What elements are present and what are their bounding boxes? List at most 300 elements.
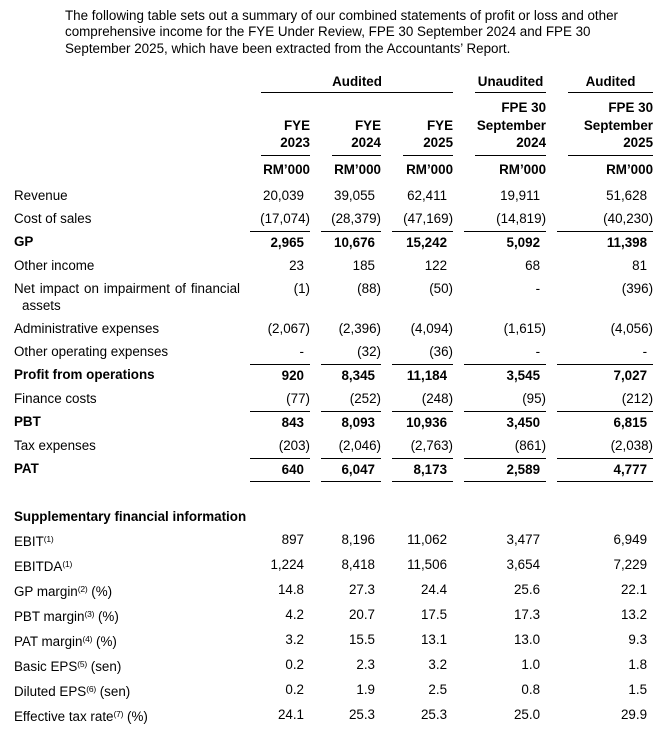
cell-value: 62,411 — [407, 187, 448, 203]
cell-value: 25.3 — [348, 706, 375, 722]
empty-corner-cell — [13, 73, 239, 93]
cell-value: (28,379) — [331, 210, 381, 226]
value-cell — [453, 185, 546, 208]
column-header-line: FYE — [354, 117, 381, 133]
table-row — [13, 529, 653, 554]
cell-value: 1.8 — [628, 656, 648, 672]
column-header-line: FYE — [426, 117, 454, 133]
table-body-main — [13, 185, 653, 482]
unit-row — [13, 156, 653, 180]
table-row — [13, 185, 653, 208]
row-label: PAT margin$^{(4)}$ (%) — [14, 633, 117, 649]
cell-value: (36) — [429, 343, 454, 359]
value-cell — [546, 208, 653, 231]
value-cell — [546, 704, 653, 729]
value-cell — [381, 278, 453, 318]
cell-value: 13.2 — [620, 606, 648, 622]
cell-value: 1.0 — [521, 656, 541, 672]
value-cell — [239, 458, 310, 482]
cell-value: 122 — [424, 257, 448, 273]
cell-value: 920 — [250, 364, 310, 388]
value-cell — [453, 341, 546, 364]
cell-value: 3,477 — [506, 531, 541, 547]
value-cell — [546, 604, 653, 629]
cell-value: (2,038) — [610, 437, 654, 453]
intro-paragraph: The following table sets out a summary of our combined statements of profit or loss and other comprehensive income for the FYE Under Review, FPE 30 September 2024 and FPE 30 September 2025, which have been extracted from the Accountants’ Report. — [65, 8, 619, 56]
value-cell — [453, 579, 546, 604]
value-cell — [239, 411, 310, 435]
column-header-line: FPE 30 — [501, 100, 547, 116]
cell-value: 23 — [289, 257, 304, 273]
header-cell — [453, 93, 546, 156]
value-cell — [381, 388, 453, 411]
table-row — [13, 435, 653, 458]
table-row — [13, 278, 653, 318]
value-cell — [546, 411, 653, 435]
profit-loss-table — [13, 73, 653, 729]
column-header-fye-2024 — [332, 111, 381, 156]
footnote-ref: (3) — [84, 608, 95, 619]
table-row — [13, 679, 653, 704]
cell-value: 185 — [352, 257, 375, 273]
value-cell — [239, 604, 310, 629]
cell-value: 8,418 — [341, 556, 375, 572]
empty-corner-cell — [13, 93, 239, 156]
value-cell — [453, 435, 546, 458]
value-cell — [239, 388, 310, 411]
table-row — [13, 231, 653, 255]
value-cell — [546, 654, 653, 679]
cell-value: 2,589 — [464, 458, 546, 482]
footnote-ref: (6) — [86, 683, 96, 694]
row-label: EBITDA$^{(1)}$ — [14, 558, 73, 574]
value-cell — [546, 629, 653, 654]
unit-cell — [381, 156, 453, 180]
cell-value: (396) — [621, 280, 654, 296]
cell-value: 3.2 — [428, 656, 448, 672]
footnote-ref: (5) — [77, 658, 88, 669]
cell-value: - — [535, 343, 541, 359]
value-cell — [453, 208, 546, 231]
cell-value: (14,819) — [496, 210, 547, 226]
value-cell — [381, 231, 453, 255]
value-cell — [453, 604, 546, 629]
row-label: Other operating expenses — [14, 343, 169, 359]
table-row — [13, 554, 653, 579]
cell-value: (2,067) — [267, 320, 310, 336]
cell-value: (212) — [621, 390, 654, 406]
row-label: Administrative expenses — [14, 320, 160, 336]
value-cell — [381, 654, 453, 679]
cell-value: (248) — [421, 390, 454, 406]
column-header-line: September — [476, 117, 547, 133]
table-row — [13, 341, 653, 364]
value-cell — [546, 388, 653, 411]
cell-value: (4,094) — [410, 320, 454, 336]
cell-value: 1.5 — [628, 681, 648, 697]
table-row — [13, 654, 653, 679]
cell-value: 11,398 — [557, 231, 653, 255]
cell-value: 24.4 — [420, 581, 448, 597]
header-cell — [381, 93, 453, 156]
cell-value: 8,173 — [392, 458, 453, 482]
table-header — [13, 73, 653, 185]
cell-value: 68 — [525, 257, 541, 273]
unit-cell — [453, 156, 546, 180]
footnote-ref: (1) — [62, 558, 73, 569]
value-cell — [239, 579, 310, 604]
cell-value: 39,055 — [334, 187, 375, 203]
value-cell — [310, 231, 381, 255]
cell-value: 81 — [632, 257, 648, 273]
cell-value: 8,345 — [321, 364, 381, 388]
table-row — [13, 411, 653, 435]
footnote-ref: (4) — [82, 633, 93, 644]
cell-value: 22.1 — [620, 581, 648, 597]
group-cell — [453, 73, 546, 93]
value-cell — [546, 364, 653, 388]
value-cell — [239, 231, 310, 255]
cell-value: 1,224 — [270, 556, 304, 572]
value-cell — [310, 341, 381, 364]
value-cell — [381, 679, 453, 704]
value-cell — [381, 185, 453, 208]
table-row — [13, 208, 653, 231]
value-cell — [546, 255, 653, 278]
row-label: Other income — [14, 257, 95, 273]
cell-value: - — [299, 343, 304, 359]
cell-value: 51,628 — [606, 187, 648, 203]
value-cell — [310, 629, 381, 654]
cell-value: 20.7 — [348, 606, 375, 622]
cell-value: (50) — [429, 280, 454, 296]
value-cell — [239, 318, 310, 341]
cell-value: 27.3 — [348, 581, 375, 597]
value-cell — [310, 458, 381, 482]
cell-value: 5,092 — [464, 231, 546, 255]
cell-value: 24.1 — [277, 706, 304, 722]
value-cell — [453, 278, 546, 318]
value-cell — [381, 458, 453, 482]
cell-value: 4.2 — [285, 606, 304, 622]
group-cell — [239, 73, 453, 93]
empty-corner-cell — [13, 156, 239, 180]
cell-value: 0.2 — [285, 681, 304, 697]
cell-value: (1) — [293, 280, 310, 296]
value-cell — [546, 458, 653, 482]
row-label: Tax expenses — [14, 437, 96, 453]
value-cell — [453, 654, 546, 679]
cell-value: 6,047 — [321, 458, 381, 482]
cell-value: 0.8 — [521, 681, 541, 697]
cell-value: (4,056) — [610, 320, 654, 336]
cell-value: 15.5 — [348, 631, 375, 647]
value-cell — [546, 554, 653, 579]
value-cell — [453, 388, 546, 411]
column-header-line: 2023 — [280, 135, 310, 151]
value-cell — [453, 318, 546, 341]
cell-value: 4,777 — [557, 458, 653, 482]
value-cell — [381, 704, 453, 729]
value-cell — [239, 208, 310, 231]
value-cell — [239, 255, 310, 278]
column-header-fpe-sep-2025 — [568, 93, 653, 156]
row-label: Diluted EPS$^{(6)}$ (sen) — [14, 683, 131, 699]
value-cell — [546, 185, 653, 208]
value-cell — [239, 278, 310, 318]
cell-value: (2,396) — [338, 320, 381, 336]
value-cell — [310, 208, 381, 231]
value-cell — [239, 554, 310, 579]
cell-value: 3,654 — [506, 556, 541, 572]
value-cell — [546, 318, 653, 341]
cell-value: 25.6 — [513, 581, 541, 597]
cell-value: 9.3 — [628, 631, 648, 647]
cell-value: 11,062 — [407, 531, 448, 547]
table-body-supplementary — [13, 529, 653, 729]
column-header-line: FPE 30 — [608, 100, 654, 116]
cell-value: 2.5 — [428, 681, 448, 697]
column-header-line: 2025 — [623, 135, 654, 151]
row-label: PBT margin$^{(3)}$ (%) — [14, 608, 119, 624]
cell-value: (88) — [357, 280, 381, 296]
unit-label: RM’000 — [499, 161, 547, 177]
cell-value: (861) — [514, 437, 547, 453]
value-cell — [453, 679, 546, 704]
value-cell — [239, 364, 310, 388]
header-cell — [239, 93, 310, 156]
supplementary-heading: Supplementary financial information — [14, 508, 247, 524]
table-row — [13, 704, 653, 729]
cell-value: 8,093 — [321, 411, 381, 435]
column-header-fye-2025 — [403, 111, 453, 156]
value-cell — [546, 579, 653, 604]
table-row — [13, 458, 653, 482]
value-cell — [546, 529, 653, 554]
cell-value: 8,196 — [341, 531, 375, 547]
cell-value: 11,506 — [407, 556, 448, 572]
value-cell — [381, 364, 453, 388]
value-cell — [453, 554, 546, 579]
column-header-fpe-sep-2024 — [475, 93, 546, 156]
cell-value: 3,545 — [464, 364, 546, 388]
value-cell — [453, 411, 546, 435]
value-cell — [310, 529, 381, 554]
value-cell — [381, 629, 453, 654]
unit-cell — [546, 156, 653, 180]
value-cell — [546, 435, 653, 458]
cell-value: 17.3 — [513, 606, 541, 622]
table-row — [13, 388, 653, 411]
cell-value: (77) — [286, 390, 310, 406]
unit-cell — [239, 156, 310, 180]
value-cell — [310, 318, 381, 341]
value-cell — [310, 704, 381, 729]
cell-value: (95) — [522, 390, 547, 406]
value-cell — [546, 278, 653, 318]
spacer-row — [13, 482, 653, 506]
group-cell — [546, 73, 653, 93]
column-header-line: September — [583, 117, 654, 133]
row-label: EBIT$^{(1)}$ — [14, 533, 54, 549]
value-cell — [239, 654, 310, 679]
cell-value: 0.2 — [285, 656, 304, 672]
value-cell — [239, 185, 310, 208]
cell-value: 7,027 — [557, 364, 653, 388]
cell-value: 6,815 — [557, 411, 653, 435]
value-cell — [381, 318, 453, 341]
column-group-audited-2: Audited — [568, 73, 653, 93]
value-cell — [546, 341, 653, 364]
value-cell — [381, 529, 453, 554]
value-cell — [310, 388, 381, 411]
value-cell — [310, 278, 381, 318]
value-cell — [310, 255, 381, 278]
value-cell — [453, 529, 546, 554]
value-cell — [381, 554, 453, 579]
value-cell — [239, 341, 310, 364]
value-cell — [310, 554, 381, 579]
cell-value: 17.5 — [420, 606, 448, 622]
value-cell — [453, 364, 546, 388]
cell-value: 25.0 — [513, 706, 541, 722]
cell-value: (203) — [278, 437, 310, 453]
cell-value: 13.0 — [513, 631, 541, 647]
value-cell — [310, 411, 381, 435]
value-cell — [310, 679, 381, 704]
cell-value: (2,046) — [338, 437, 381, 453]
value-cell — [239, 629, 310, 654]
value-cell — [381, 208, 453, 231]
unit-cell — [310, 156, 381, 180]
supplementary-section — [13, 482, 653, 529]
column-header-line: 2024 — [351, 135, 381, 151]
value-cell — [239, 679, 310, 704]
cell-value: 1.9 — [356, 681, 375, 697]
table-row — [13, 579, 653, 604]
table-row — [13, 604, 653, 629]
cell-value: 7,229 — [613, 556, 648, 572]
value-cell — [381, 341, 453, 364]
column-group-unaudited: Unaudited — [475, 73, 546, 93]
header-cell — [310, 93, 381, 156]
row-label: Net impact on impairment of financial assets — [14, 280, 240, 313]
value-cell — [239, 435, 310, 458]
cell-value: (47,169) — [403, 210, 454, 226]
section-heading-row — [13, 506, 653, 529]
footnote-ref: (2) — [77, 583, 88, 594]
column-header-line: 2024 — [516, 135, 547, 151]
header-cell — [546, 93, 653, 156]
row-label: Cost of sales — [14, 210, 92, 226]
cell-value: (1,615) — [503, 320, 547, 336]
value-cell — [453, 255, 546, 278]
cell-value: 29.9 — [620, 706, 648, 722]
row-label: Profit from operations — [14, 366, 155, 382]
column-group-row — [13, 73, 653, 93]
value-cell — [381, 435, 453, 458]
table-row — [13, 364, 653, 388]
column-header-line: FYE — [283, 117, 310, 133]
row-label: Basic EPS$^{(5)}$ (sen) — [14, 658, 122, 674]
footnote-ref: (1) — [43, 533, 54, 544]
cell-value: (2,763) — [410, 437, 454, 453]
cell-value: 843 — [250, 411, 310, 435]
footnote-ref: (7) — [113, 708, 124, 719]
value-cell — [381, 579, 453, 604]
unit-label: RM’000 — [606, 161, 654, 177]
row-label: GP margin$^{(2)}$ (%) — [14, 583, 113, 599]
value-cell — [453, 231, 546, 255]
cell-value: 10,676 — [321, 231, 381, 255]
value-cell — [310, 185, 381, 208]
value-cell — [453, 704, 546, 729]
value-cell — [310, 604, 381, 629]
cell-value: 2,965 — [250, 231, 310, 255]
cell-value: - — [642, 343, 648, 359]
value-cell — [546, 231, 653, 255]
value-cell — [546, 679, 653, 704]
value-cell — [453, 629, 546, 654]
cell-value: (40,230) — [603, 210, 654, 226]
unit-label: RM’000 — [263, 161, 310, 177]
value-cell — [310, 364, 381, 388]
cell-value: 19,911 — [500, 187, 541, 203]
table-row — [13, 255, 653, 278]
row-label: Finance costs — [14, 390, 97, 406]
value-cell — [310, 579, 381, 604]
row-label: GP — [14, 233, 34, 249]
cell-value: (17,074) — [260, 210, 310, 226]
unit-label: RM’000 — [334, 161, 381, 177]
table-row — [13, 318, 653, 341]
table-row — [13, 629, 653, 654]
value-cell — [453, 458, 546, 482]
cell-value: 13.1 — [420, 631, 448, 647]
cell-value: 20,039 — [263, 187, 304, 203]
value-cell — [381, 411, 453, 435]
column-group-audited: Audited — [261, 73, 453, 93]
cell-value: 14.8 — [277, 581, 304, 597]
cell-value: 6,949 — [613, 531, 648, 547]
value-cell — [239, 704, 310, 729]
row-label: PAT — [14, 460, 39, 476]
value-cell — [381, 604, 453, 629]
cell-value: 3.2 — [285, 631, 304, 647]
row-label: PBT — [14, 413, 41, 429]
value-cell — [310, 435, 381, 458]
cell-value: 3,450 — [464, 411, 546, 435]
cell-value: 11,184 — [392, 364, 453, 388]
cell-value: 25.3 — [420, 706, 448, 722]
cell-value: 640 — [250, 458, 310, 482]
value-cell — [239, 529, 310, 554]
value-cell — [381, 255, 453, 278]
cell-value: 15,242 — [392, 231, 453, 255]
cell-value: - — [535, 280, 541, 296]
cell-value: (32) — [357, 343, 381, 359]
value-cell — [310, 654, 381, 679]
column-header-fye-2023 — [261, 111, 310, 156]
column-header-row — [13, 93, 653, 156]
cell-value: 2.3 — [356, 656, 375, 672]
cell-value: 897 — [281, 531, 304, 547]
cell-value: 10,936 — [392, 411, 453, 435]
unit-label: RM’000 — [406, 161, 454, 177]
row-label: Effective tax rate$^{(7)}$ (%) — [14, 708, 148, 724]
cell-value: (252) — [349, 390, 381, 406]
column-header-line: 2025 — [423, 135, 454, 151]
